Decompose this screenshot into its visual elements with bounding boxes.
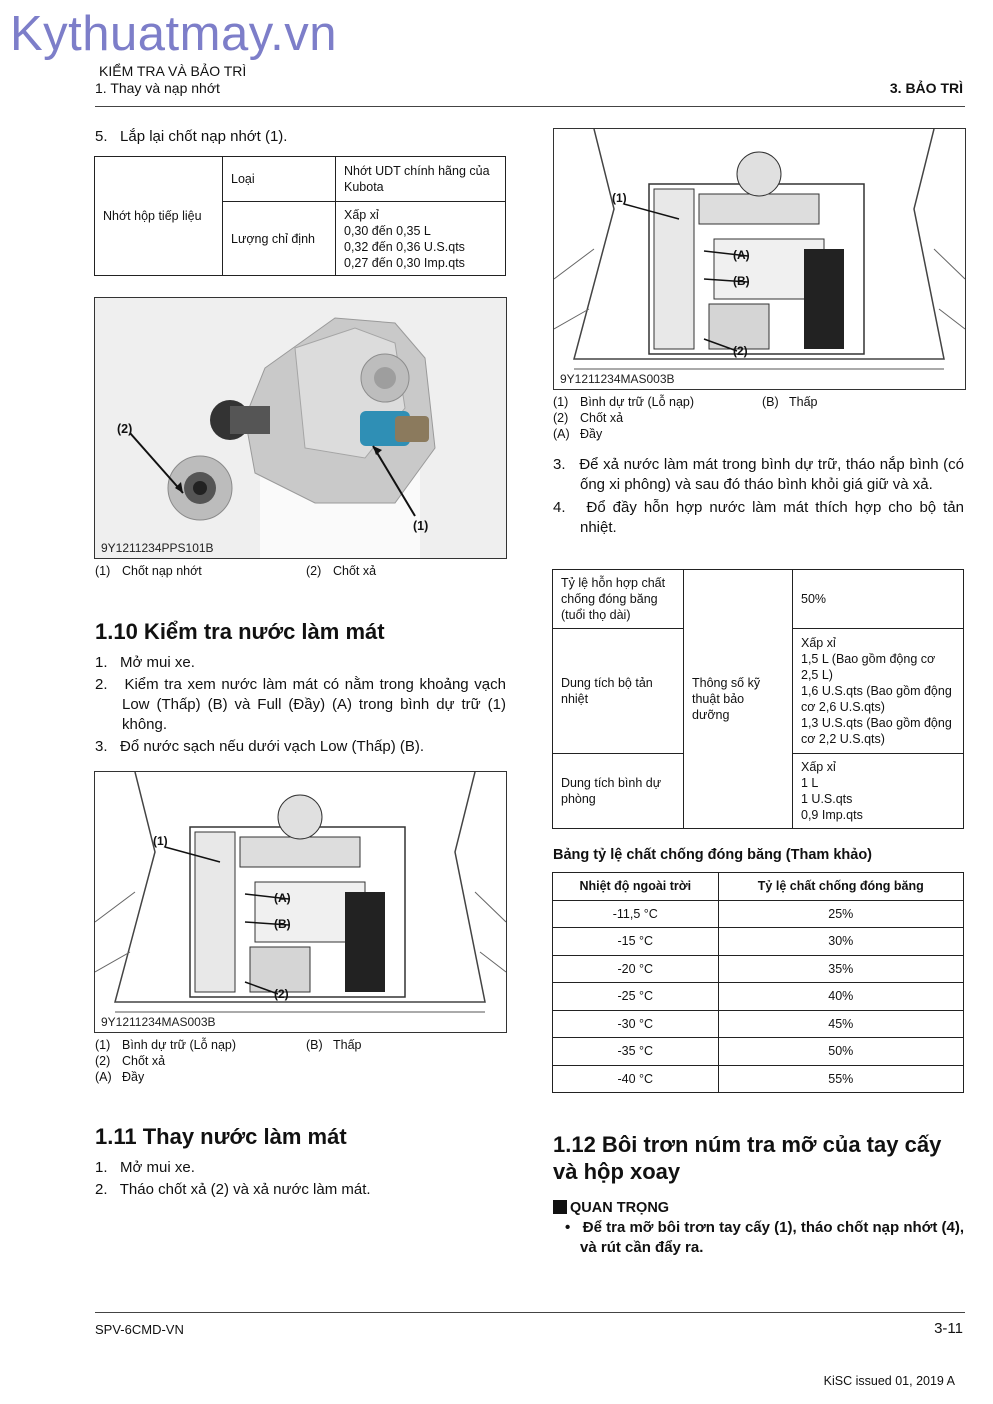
engine-figure bbox=[94, 771, 507, 1033]
header-chapter: KIỂM TRA VÀ BẢO TRÌ bbox=[99, 63, 247, 79]
header-rule bbox=[95, 106, 965, 107]
gearbox-caption: (1) Chốt nạp nhớt (2) Chốt xả bbox=[95, 564, 377, 578]
antifreeze-table bbox=[552, 872, 964, 1093]
label-1: (1) bbox=[153, 834, 168, 848]
col-header-ratio: Tỷ lệ chất chống đóng băng bbox=[718, 873, 963, 901]
section-1-10 bbox=[95, 618, 506, 757]
header-right: 3. BẢO TRÌ bbox=[889, 80, 963, 96]
section-title: 1.12 Bôi trơn núm tra mỡ của tay cấy và hộp xoay bbox=[553, 1132, 942, 1184]
table-row: -11,5 °C 25% bbox=[553, 900, 964, 928]
engine-illustration bbox=[554, 129, 965, 389]
figure-code: 9Y1211234PPS101B bbox=[101, 541, 214, 555]
oil-type-label: Loại bbox=[223, 157, 336, 202]
label-2: (2) bbox=[733, 344, 748, 358]
oil-row-label: Nhớt hộp tiếp liệu bbox=[95, 157, 223, 276]
section-1-12 bbox=[553, 1131, 964, 1258]
table-row: -40 °C 55% bbox=[553, 1065, 964, 1093]
oil-qty-value: Xấp xỉ 0,30 đến 0,35 L 0,32 đến 0,36 U.S.qts 0,27 đến 0,30 Imp.qts bbox=[336, 202, 506, 276]
ratio-value: 50% bbox=[793, 570, 964, 629]
freeze-table-title: Bảng tỷ lệ chất chống đóng băng (Tham khảo) bbox=[553, 847, 873, 863]
label-1: (1) bbox=[612, 191, 627, 205]
table-row: -25 °C 40% bbox=[553, 983, 964, 1011]
header-section: 1. Thay và nạp nhớt bbox=[95, 80, 220, 96]
engine-illustration bbox=[95, 772, 506, 1032]
engine-figure-right bbox=[553, 128, 966, 390]
step: 4. Đổ đầy hỗn hợp nước làm mát thích hợp cho bộ tản nhiệt. bbox=[553, 499, 964, 536]
step: 1. Mở mui xe. bbox=[95, 654, 195, 671]
step: 2. Tháo chốt xả (2) và xả nước làm mát. bbox=[95, 1181, 371, 1198]
label-b: (B) bbox=[274, 917, 291, 931]
step: 2. Kiểm tra xem nước làm mát có nằm trong khoảng vạch Low (Thấp) (B) và Full (Đầy) (A) trong bình dự trữ (1) không. bbox=[95, 676, 506, 733]
gearbox-illustration bbox=[95, 298, 506, 558]
label-2: (2) bbox=[274, 987, 289, 1001]
left-step-5: 5. Lắp lại chốt nạp nhớt (1). bbox=[95, 128, 288, 145]
issue-note: KiSC issued 01, 2019 A bbox=[823, 1374, 955, 1388]
label-a: (A) bbox=[274, 891, 291, 905]
oil-type-value: Nhớt UDT chính hãng của Kubota bbox=[336, 157, 506, 202]
step: 3. Để xả nước làm mát trong bình dự trữ, tháo nắp bình (có ống xi phông) và sau đó tháo bình khỏi giá giữ và xả. bbox=[553, 456, 964, 493]
important-notice: QUAN TRỌNG bbox=[553, 1200, 964, 1216]
table-row: -20 °C 35% bbox=[553, 955, 964, 983]
label-b: (B) bbox=[733, 274, 750, 288]
square-icon bbox=[553, 1200, 567, 1214]
important-bullet: • Để tra mỡ bôi trơn tay cấy (1), tháo chốt nạp nhớt (4), và rút cần đẩy ra. bbox=[565, 1219, 964, 1256]
step: 3. Đổ nước sạch nếu dưới vạch Low (Thấp) (B). bbox=[95, 738, 425, 755]
reserve-value: Xấp xỉ 1 L 1 U.S.qts 0,9 Imp.qts bbox=[793, 754, 964, 829]
footer-doc-code: SPV-6CMD-VN bbox=[95, 1322, 184, 1337]
oil-qty-label: Lượng chỉ định bbox=[223, 202, 336, 276]
reserve-label: Dung tích bình dự phòng bbox=[553, 754, 684, 829]
col-header-temp: Nhiệt độ ngoài trời bbox=[553, 873, 719, 901]
figure-code: 9Y1211234MAS003B bbox=[101, 1015, 216, 1029]
watermark: Kythuatmay.vn bbox=[10, 7, 337, 61]
coolant-spec-table bbox=[552, 569, 964, 829]
figure-code: 9Y1211234MAS003B bbox=[560, 372, 675, 386]
section-1-11 bbox=[95, 1123, 506, 1200]
page-number: 3-11 bbox=[934, 1320, 963, 1337]
engine-caption-right: (1) Bình dự trữ (Lỗ nạp) (B) Thấp (2) Chốt xả (A) Đầy bbox=[553, 395, 818, 441]
right-steps bbox=[553, 455, 964, 538]
ratio-label: Tỷ lệ hỗn hợp chất chống đóng băng (tuổi thọ dài) bbox=[553, 570, 684, 629]
callout-1: (1) bbox=[413, 519, 429, 533]
oil-spec-table bbox=[94, 156, 506, 276]
radiator-value: Xấp xỉ 1,5 L (Bao gồm động cơ 2,5 L) 1,6 U.S.qts (Bao gồm động cơ 2,6 U.S.qts) 1,3 U.S.qts (Bao gồm động cơ 2,2 U.S.qts) bbox=[793, 629, 964, 754]
callout-2: (2) bbox=[117, 422, 133, 436]
table-row: -15 °C 30% bbox=[553, 928, 964, 956]
radiator-label: Dung tích bộ tản nhiệt bbox=[553, 629, 684, 754]
step: 1. Mở mui xe. bbox=[95, 1159, 195, 1176]
service-spec-label: Thông số kỹ thuật bảo dưỡng bbox=[684, 570, 793, 829]
gearbox-figure bbox=[94, 297, 507, 559]
engine-caption: (1) Bình dự trữ (Lỗ nạp) (B) Thấp (2) Chốt xả (A) Đầy bbox=[95, 1038, 362, 1084]
label-a: (A) bbox=[733, 248, 750, 262]
section-title: 1.11 Thay nước làm mát bbox=[95, 1124, 347, 1149]
footer-rule bbox=[95, 1312, 965, 1313]
table-row: -35 °C 50% bbox=[553, 1038, 964, 1066]
table-row: -30 °C 45% bbox=[553, 1010, 964, 1038]
section-title: 1.10 Kiểm tra nước làm mát bbox=[95, 619, 385, 644]
